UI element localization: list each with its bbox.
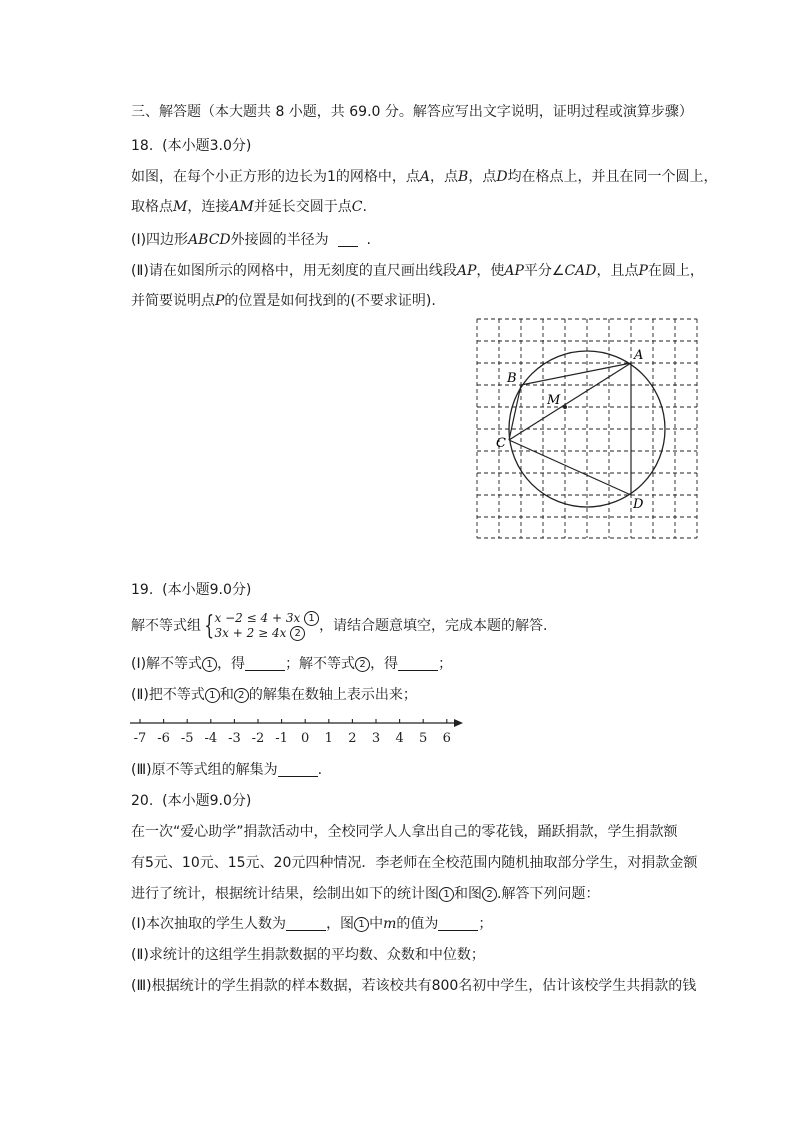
q18-part2-line2: 并简要说明点P的位置是如何找到的(不要求证明).: [131, 293, 436, 309]
q20-line3: 进行了统计，根据统计结果，绘制出如下的统计图 1 和图 2 .解答下列问题：: [131, 886, 600, 902]
number-line-tick-label: -2: [251, 731, 265, 746]
number-line-tick-label: 1: [324, 731, 333, 746]
number-line-tick-label: -6: [157, 731, 170, 746]
q20-part1: (Ⅰ)本次抽取的学生人数为 ，图 1 中m的值为 ；: [131, 916, 493, 932]
q18-part1: (Ⅰ)四边形ABCD外接圆的半径为 .: [131, 232, 371, 248]
q20-part3: (Ⅲ)根据统计的学生捐款的样本数据，若该校共有800名初中学生，估计该校学生共捐款的钱: [131, 978, 697, 994]
number-line-tick-label: -4: [204, 731, 218, 746]
section-header: 三、解答题（本大题共 8 小题，共 69.0 分。解答应写出文字说明，证明过程或演算步骤）: [131, 104, 693, 120]
q20-number: 20.: [131, 793, 154, 809]
grid-circle-figure: [470, 312, 702, 544]
q20-line1: 在一次“爱心助学”捐款活动中，全校同学人人拿出自己的零花钱，踊跃捐款，学生捐款额: [131, 824, 678, 840]
q19-part2: (Ⅱ)把不等式 1 和 2 的解集在数轴上表示出来；: [131, 687, 417, 703]
point-m: [563, 405, 567, 409]
number-line-tick-label: 2: [348, 731, 357, 746]
q20-heading: [131, 792, 251, 810]
answer-blank: [338, 232, 358, 247]
q20-line2: 有5元、10元、15元、20元四种情况．李老师在全校范围内随机抽取部分学生，对捐款金额: [131, 855, 698, 871]
label-b: B: [507, 371, 517, 386]
q19-heading: [131, 581, 251, 599]
q18-part2: (Ⅱ)请在如图所示的网格中，用无刻度的直尺画出线段AP，使AP平分∠CAD，且点P在圆上，: [131, 263, 704, 279]
q18-number: 18.: [131, 138, 154, 154]
q19-part1: (Ⅰ)解不等式 1 ，得 ；解不等式 2 ，得 ；: [131, 656, 453, 672]
label-a: A: [634, 348, 644, 363]
number-line-tick-label: -3: [228, 731, 241, 746]
number-line-tick-label: 6: [442, 731, 451, 746]
number-line-tick-label: -7: [133, 731, 147, 746]
number-line-tick-label: -1: [275, 731, 288, 746]
number-line: [127, 713, 472, 747]
q19-score: (本小题9.0分): [162, 582, 252, 598]
number-line-tick-label: 3: [371, 731, 381, 746]
q20-part2: (Ⅱ)求统计的这组学生捐款数据的平均数、众数和中位数；: [131, 947, 485, 963]
number-line-arrow: [454, 719, 463, 727]
number-line-tick-label: -5: [180, 731, 194, 746]
q19-system: 解不等式组 { x −2 ≤ 4 + 3x 1 3x + 2 ≥ 4x 2 ，请结合题意填空，完成本题的解答.: [131, 611, 548, 641]
q19-part3: (Ⅲ)原不等式组的解集为 .: [131, 762, 323, 778]
label-c: C: [496, 436, 506, 451]
q18-line1: 如图，在每个小正方形的边长为1的网格中，点A，点B，点D均在格点上，并且在同一个圆上，: [131, 169, 718, 185]
number-line-tick-label: 0: [301, 731, 310, 746]
q18-line2: 取格点M，连接AM并延长交圆于点C.: [131, 199, 367, 215]
label-m: M: [547, 393, 561, 408]
grid-lines: [477, 319, 697, 538]
q19-number: 19.: [131, 582, 154, 598]
label-d: D: [633, 497, 644, 512]
q18-score: (本小题3.0分): [162, 138, 252, 154]
number-line-tick-label: 4: [395, 731, 404, 746]
q20-score: (本小题9.0分): [162, 793, 252, 809]
number-line-tick-label: 5: [419, 731, 428, 746]
q18-heading: [131, 137, 251, 155]
